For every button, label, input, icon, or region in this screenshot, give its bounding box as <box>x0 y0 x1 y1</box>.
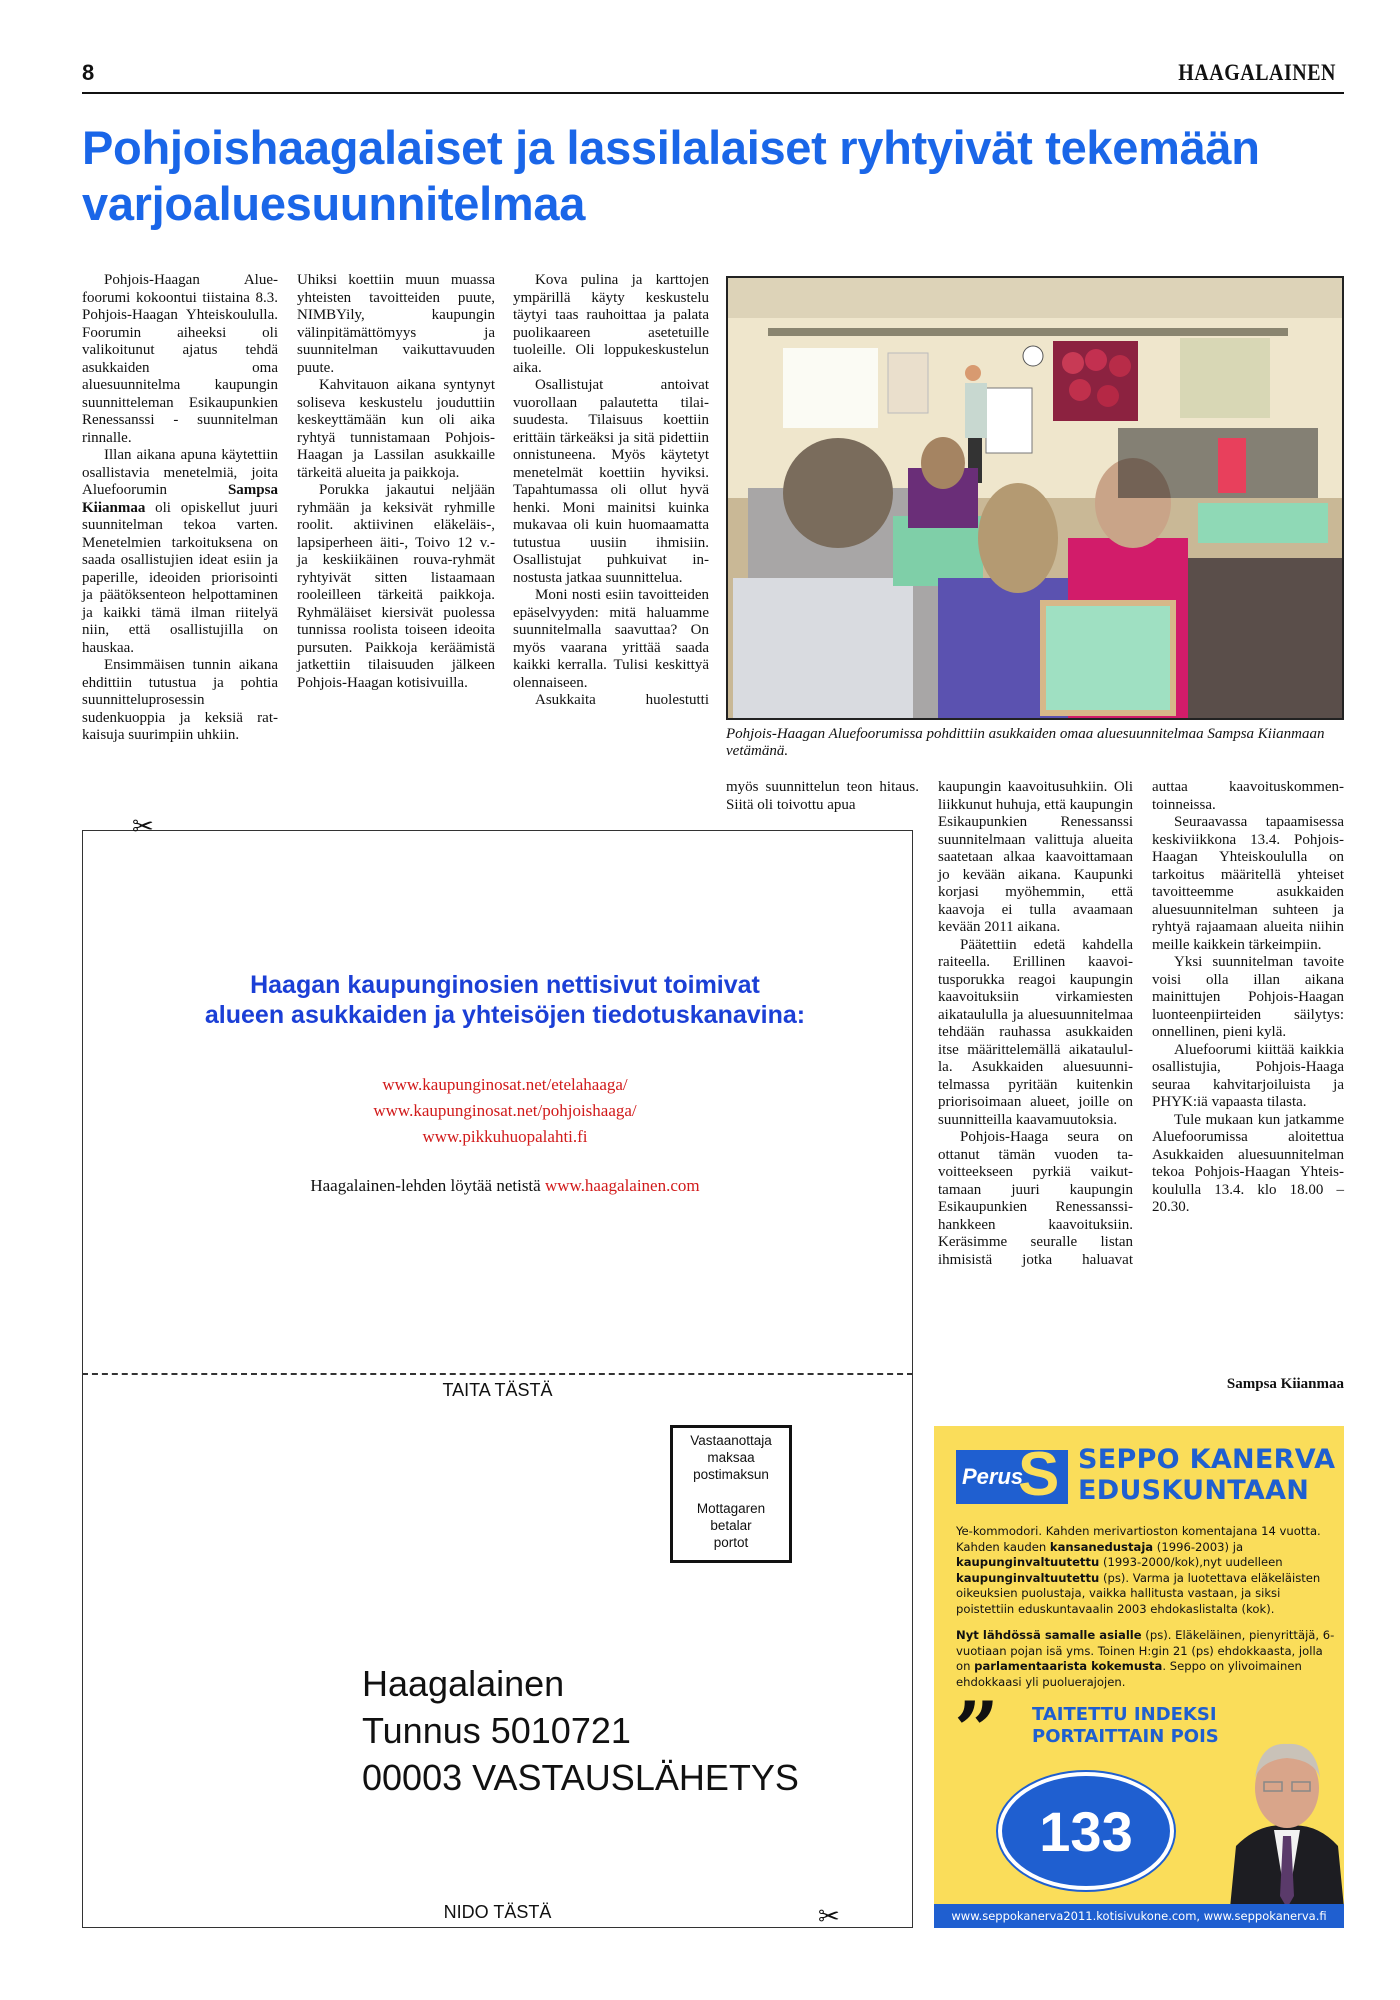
postage-line: Mottagaren <box>696 1501 766 1516</box>
paragraph-text: Illan aikana apuna käytettiin osallistavia menetelmiä, joita Aluefoorumin <box>82 447 278 498</box>
paragraph <box>82 447 278 657</box>
ad-text: (1996-2003) ja <box>1153 1539 1244 1554</box>
photo-caption: Pohjois-Haagan Aluefoorumissa pohdittiin asukkaiden omaa aluesuunnitelmaa Sampsa Kiianmaan vetämänä. <box>726 726 1325 759</box>
article-signature: Sampsa Kiianmaa <box>1226 1376 1344 1392</box>
paragraph: Päätettiin edetä kahdella raiteella. Erillinen kaavoitusporukka reagoi kaupungin kaavoituksiin virkamiesten aikataululla ja aluesuunnitelmaa tehdään rauhassa asukkaiden itse määrittelemällä aikataululla. Asukkaiden aluesuunnitelmassa pyritään kuitenkin priorisoimaan alueet, joille on suunnitteilla kaavamuutoksia. <box>938 936 1133 1128</box>
postage-spacer <box>673 1483 789 1500</box>
postage-line: Vastaanottaja <box>690 1433 772 1448</box>
ad-text: (ps). Eläkeläinen, pienyrittäjä, 6-vuotiaan pojan isä yms. Toinen H:gin 21 (ps) ehdokkaasta, jolla on <box>956 1628 1335 1673</box>
ad-paragraph <box>956 1524 1336 1617</box>
paragraph: Uhiksi koettiin muun muassa yhteisten tavoitteiden puute, NIMBYily, kaupungin välinpitämättömyys ja suunnitelman vaikuttavuuden puute. <box>297 272 495 376</box>
ad-text-bold: Nyt lähdössä samalle asialle <box>956 1628 1142 1642</box>
paragraph: Seuraavassa tapaamisessa keskiviikkona 13.4. Pohjois-Haagan Yhteiskoululla on tarkoitus määritellä yhteiset tavoitteemme asukkaiden aluesuunnitelman suhteen ja ryhtyä rajaamaan alueita niihin meille kaikkein tärkeimpiin. <box>1152 814 1344 953</box>
link-pohjoishaaga[interactable]: www.kaupunginosat.net/pohjoishaaga/ <box>373 1101 637 1120</box>
paragraph: myös suunnittelun teon hitaus. Siitä oli toivottu apua <box>726 779 919 813</box>
ad-slogan <box>1032 1704 1219 1748</box>
address-line: Haagalainen <box>362 1663 565 1704</box>
ad-text-bold: kaupunginvaltuutettu <box>956 1555 1100 1569</box>
address-line: 00003 VASTAUSLÄHETYS <box>362 1757 799 1798</box>
candidate-number-badge: 133 <box>998 1772 1174 1890</box>
author-name-inline: Sampsa Kiianmaa <box>82 482 278 516</box>
address-line: Tunnus 5010721 <box>362 1710 631 1751</box>
ad-text: (1993-2000/kok),nyt uudelleen <box>1099 1555 1283 1569</box>
article-column-3 <box>513 272 709 710</box>
candidate-target: EDUSKUNTAAN <box>1078 1475 1310 1506</box>
fold-label: TAITA TÄSTÄ <box>442 1380 553 1400</box>
ad-text: (ps). Varma ja luotettava eläkeläisten oikeuksien puolustaja, vaikka hallitusta vastaan, ja siksi poistettiin eduskuntavaalin 2003 ehdokaslistalta (kok). <box>956 1570 1321 1616</box>
reply-address <box>362 1660 799 1801</box>
paragraph: auttaa kaavoituskommentoinneissa. <box>1152 779 1344 813</box>
postage-line: postimaksun <box>693 1467 769 1482</box>
header-rule <box>82 92 1344 94</box>
link-pikkuhuopalahti[interactable]: www.pikkuhuopalahti.fi <box>422 1127 588 1146</box>
article-column-5 <box>938 779 1133 1269</box>
paragraph: Yksi suunnitelman tavoite voisi olla illan aikana mainittujen Pohjois-Haagan luonteenpiirteiden säilytys: onnellinen, pieni kylä. <box>1152 954 1344 1040</box>
scissors-icon: ✂ <box>132 812 154 842</box>
ad-text: Ye-kommodori. Kahden merivartioston komentajana 14 vuotta. Kahden kauden <box>956 1524 1321 1554</box>
slogan-line: TAITETTU INDEKSI <box>1032 1704 1217 1725</box>
article-headline: Pohjoishaagalaiset ja lassilalaiset ryhtyivät tekemään varjoaluesuunnitelmaa <box>82 121 1260 230</box>
paragraph-text: oli <box>145 499 171 516</box>
slogan-line: PORTAITTAIN POIS <box>1032 1726 1219 1747</box>
quote-icon: ” <box>954 1685 999 1776</box>
masthead-logo: HAAGALAINEN <box>1178 60 1336 86</box>
scissors-icon: ✂ <box>818 1902 840 1932</box>
page-number: 8 <box>82 60 95 85</box>
photo-illustration <box>728 278 1342 718</box>
paragraph: Moni nosti esiin tavoitteiden epäselvyyden: mitä haluamme suunnitelmalla saavuttaa? On myös vaarana yrittää saada kaikki kerralla. Tulisi keskittyä olennaiseen. <box>513 587 709 691</box>
candidate-heading <box>1078 1444 1335 1506</box>
article-column-2 <box>297 272 495 692</box>
candidate-name: SEPPO KANERVA <box>1078 1444 1336 1475</box>
postage-line: maksaa <box>707 1450 755 1465</box>
ad-text-bold: parlamentaarista kokemusta <box>974 1659 1163 1673</box>
paragraph: Osallistujat antoivat vuorollaan palautetta tilaisuudesta. Tilaisuus koettiin erittäin tärkeäksi ja sitä pidettiin onnistuneena. Myös käytetyt menetelmät koettiin hyviksi. Tapahtumassa oli ollut hyvä henki. Moni mainitsi kuinka mukavaa oli kuin huomaamatta tutustua uusiin ihmisiin. Osallistujat puhkuivat innostusta jatkaa suunnittelua. <box>513 377 709 586</box>
candidate-portrait <box>1230 1726 1344 1908</box>
paragraph: kaupungin kaavoitusuhkiin. Oli liikkunut huhuja, että kaupungin Esikaupunkien Renessanssi suunnitelmaan valittuja alueita saatetaan alkaa kaavoittamaan jo kevään aikana. Kaupunki korjasi myöhemmin, että kaavoja ei tulla avaamaan kevään 2011 aikana. <box>938 779 1133 935</box>
ad-paragraph <box>956 1628 1336 1690</box>
postage-line: betalar <box>710 1518 752 1533</box>
promo-title-line: alueen asukkaiden ja yhteisöjen tiedotuskanavina: <box>204 1001 806 1029</box>
paragraph: Aluefoorumi kiittää kaikkia osallistujia, Pohjois-Haaga seuraa kahvitarjoiluista ja PHYK:iä vapaasta tilasta. <box>1152 1041 1344 1110</box>
ad-body <box>956 1524 1336 1701</box>
paragraph: Asukkaita huolestutti <box>535 692 709 708</box>
online-notice-text: Haagalainen-lehden löytää netistä <box>310 1176 545 1195</box>
postage-box <box>670 1425 792 1563</box>
promo-title-line: Haagan kaupunginosien nettisivut toimivat <box>250 971 760 999</box>
link-haagalainen[interactable]: www.haagalainen.com <box>544 1176 700 1195</box>
fold-line <box>82 1373 913 1375</box>
ad-text-bold: kansanedustaja <box>1049 1539 1154 1554</box>
paragraph: Porukka jakautui neljään ryhmään ja keksivät ryhmille roolit. aktiivinen eläkeläis-, lapsiperheen äiti-, Toivo 12 v.- ja keskiikäinen rouva-ryhmät ryhtyivät sitten listaamaan rooleilleen tärkeitä paikkoja. Ryhmäläiset kiersivät puolessa tunnissa roolista toiseen ideoita pursuten. Paikkoja keräämistä jatkettiin tilaisuuden jälkeen Pohjois-Haagan kotisivuilla. <box>297 482 495 691</box>
ad-text-bold: kaupunginvaltuutettu <box>956 1570 1100 1585</box>
ad-text: . Seppo on ylivoimainen ehdokkaasi yli puoluerajojen. <box>956 1659 1302 1689</box>
ad-footer-links[interactable]: www.seppokanerva2011.kotisivukone.com, www.seppokanerva.fi <box>934 1904 1344 1928</box>
paragraph: Pohjois-Haaga seura on ottanut tämän vuoden tavoitteekseen pyrkiä vaikuttamaan juuri kaupungin Esikaupunkien Renessanssi-hankkeen kaavoituksiin. Keräsimme seuralle listan ihmisistä jotka haluavat <box>938 1129 1133 1268</box>
party-logo-s: S <box>1018 1440 1060 1509</box>
party-logo <box>956 1440 1068 1509</box>
article-column-4 <box>726 779 919 814</box>
article-column-6 <box>1152 779 1344 1217</box>
paragraph: Kahvitauon aikana syntynyt soliseva keskustelu jouduttiin keskeyttämään kun oli aika ryhtyä tunnistamaan Pohjois-Haagan ja Lassilan asukkaille tärkeitä alueita ja paikkoja. <box>297 377 495 481</box>
link-etelahaaga[interactable]: www.kaupunginosat.net/etelahaaga/ <box>382 1075 628 1094</box>
party-logo-text: Perus <box>962 1464 1024 1489</box>
staple-label: NIDO TÄSTÄ <box>443 1902 552 1922</box>
postage-line: portot <box>713 1535 749 1550</box>
paragraph: Kova pulina ja karttojen ympärillä käyty keskustelu täytyi taas rauhoittaa ja palata puolikaareen asetetuille tuoleille. Oli loppukeskustelun aika. <box>513 272 709 376</box>
meeting-photo <box>726 276 1344 720</box>
election-ad <box>934 1426 1344 1928</box>
district-links <box>120 1072 890 1150</box>
promo-title <box>120 970 890 1030</box>
paragraph: Pohjois-Haagan Aluefoorumi kokoontui tiistaina 8.3. Pohjois-Haagan Yhteiskoululla. Foorumin aiheeksi oli valikoitunut ajatus tehdä asukkaiden oma aluesuunnitelma kaupungin suunnitteleman Esikaupunkien Renessanssi - suunnitelman rinnalle. <box>82 272 278 446</box>
paragraph-text: opiskellut juuri suunnitelman tekoa varten. Menetelmien tarkoituksena on saada osallistujien ideat esiin ja paperille, ideoiden priorisointi ja päätöksenteon helpottaminen ja kaikki tämä ilman riitelyä niin, että osallistujilla on hauskaa. <box>82 499 279 656</box>
online-notice <box>120 1176 890 1196</box>
article-column-1 <box>82 272 278 745</box>
paragraph: Tule mukaan kun jatkamme Aluefoorumissa aloitettua Asukkaiden aluesuunnitelman tekoa Pohjois-Haagan Yhteiskoululla 13.4. klo 18.00 – 20.30. <box>1152 1111 1344 1215</box>
paragraph: Ensimmäisen tunnin aikana ehdittiin tutustua ja pohtia suunnitteluprosessin sudenkuoppia ja keksiä ratkaisuja suurimpiin uhkiin. <box>82 657 278 743</box>
